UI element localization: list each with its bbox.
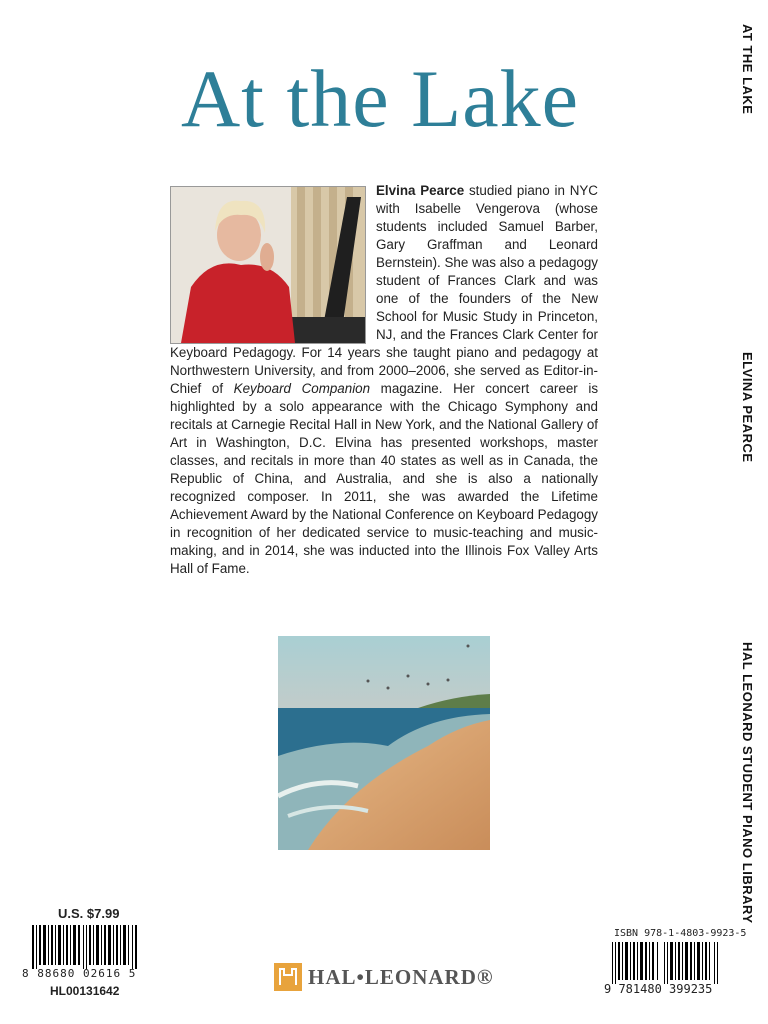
isbn-label: ISBN 978-1-4803-9923-5 (614, 928, 747, 939)
spine-title: AT THE LAKE (740, 24, 755, 115)
author-bio (170, 182, 598, 578)
publisher-name: HAL•LEONARD® (308, 964, 494, 989)
upc-barcode (32, 925, 138, 969)
item-code: HL00131642 (50, 984, 120, 998)
bio-text-part-1: studied piano in NYC with Isabelle Vengerova (whose students included Samuel Barber, Gary Graffman and Leonard Bernstein). She was also a pedagogy student of Frances Clark and was one of the founders of the New School for Music Study in Princeton, NJ, and the Frances Clark Center for Keyboard Pedagogy. For 14 years she taught piano and pedagogy at Northwestern University, and from 2000–2006, she served as Editor-in-Chief of (170, 183, 598, 396)
author-name: Elvina Pearce (376, 183, 465, 198)
price-label: U.S. $7.99 (58, 906, 120, 921)
beach-image (278, 636, 490, 850)
bio-text-part-2: magazine. Her concert career is highlighted by a solo appearance with the Chicago Symphony and recitals at Carnegie Recital Hall in New York, and the National Gallery of Art in Washington, D.C. Elvina has presented workshops, master classes, and recitals in more than 40 states as well as in Canada, the Republic of China, and Australia, and she is also a nationally recognized composer. In 2011, she was awarded the Lifetime Achievement Award by the National Conference on Keyboard Pedagogy in recognition of her dedicated service to music-teaching and music-making, and in 2014, she was inducted into the Illinois Fox Valley Arts Hall of Fame. (170, 381, 599, 576)
isbn-digits: 9 781480 399235 (604, 982, 713, 996)
spine-series: HAL LEONARD STUDENT PIANO LIBRARY (740, 642, 755, 924)
upc-digits: 8 88680 02616 5 (22, 967, 137, 980)
isbn-barcode (612, 942, 720, 984)
hal-leonard-logo-icon (274, 963, 302, 991)
cover-title: At the Lake (180, 53, 580, 144)
magazine-name: Keyboard Companion (233, 381, 371, 396)
publisher-logo (274, 962, 494, 992)
spine-composer: ELVINA PEARCE (740, 352, 755, 463)
